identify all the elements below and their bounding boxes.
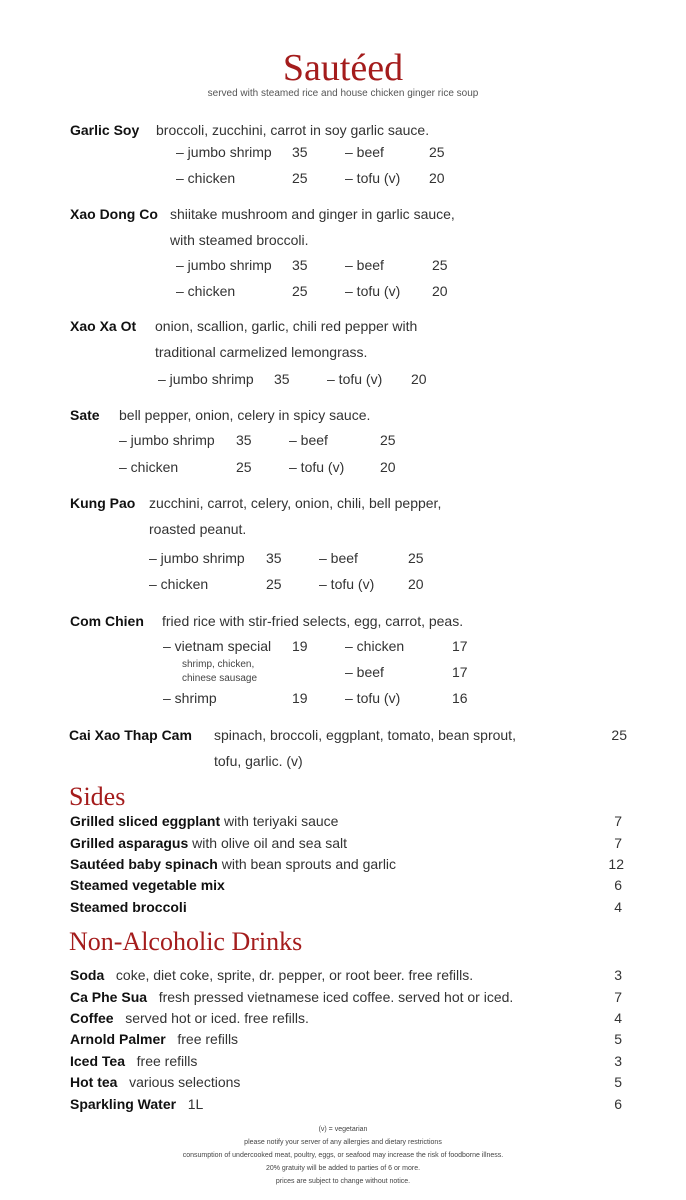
dish-description: with steamed broccoli.: [170, 232, 309, 248]
option-price: 20: [429, 170, 445, 186]
item-price: 7: [614, 813, 622, 829]
item-description: served hot or iced. free refills.: [125, 1010, 309, 1026]
option-price: 16: [452, 690, 468, 706]
footer-line: 20% gratuity will be added to parties of 6 or more.: [265, 1165, 421, 1172]
footer-line: consumption of undercooked meat, poultry, eggs, or seafood may increase the risk of foodborne illness.: [182, 1152, 504, 1159]
option-label: – jumbo shrimp: [176, 257, 272, 273]
dish-name: Com Chien: [70, 613, 144, 629]
list-item: [70, 813, 338, 829]
dish-description: zucchini, carrot, celery, onion, chili, bell pepper,: [149, 495, 442, 511]
item-name: Sparkling Water: [70, 1096, 177, 1112]
item-description: fresh pressed vietnamese iced coffee. served hot or iced.: [158, 989, 514, 1005]
item-description: with bean sprouts and garlic: [217, 856, 397, 872]
list-item: [70, 877, 225, 893]
item-name: Soda: [70, 967, 105, 983]
section-subtitle: served with steamed rice and house chicken ginger rice soup: [207, 88, 479, 99]
item-name: Hot tea: [70, 1074, 118, 1090]
option-label: – jumbo shrimp: [158, 371, 254, 387]
option-label: – jumbo shrimp: [176, 144, 272, 160]
option-price: 25: [408, 550, 424, 566]
option-label: – chicken: [176, 170, 236, 186]
list-item: [70, 1074, 240, 1090]
option-price: 19: [292, 690, 308, 706]
list-item: [70, 1053, 197, 1069]
option-price: 25: [432, 257, 448, 273]
item-price: 4: [614, 1010, 622, 1026]
item-price: 6: [614, 877, 622, 893]
dish-description: fried rice with stir-fried selects, egg, carrot, peas.: [162, 613, 464, 629]
list-item: [70, 1096, 203, 1112]
list-item: [70, 1031, 238, 1047]
option-label: – chicken: [345, 638, 405, 654]
item-description: with olive oil and sea salt: [188, 835, 348, 851]
dish-name: Sate: [70, 407, 100, 423]
section-title-sides: Sides: [69, 782, 126, 811]
dish-description: traditional carmelized lemongrass.: [155, 344, 368, 360]
dish-name: Xao Xa Ot: [70, 318, 137, 334]
option-price: 35: [236, 432, 252, 448]
option-label: – chicken: [149, 576, 209, 592]
item-description: with teriyaki sauce: [220, 813, 339, 829]
option-label: – jumbo shrimp: [149, 550, 245, 566]
item-name: Grilled asparagus: [70, 835, 189, 851]
item-price: 5: [614, 1074, 622, 1090]
option-label: – tofu (v): [327, 371, 383, 387]
dish-description: bell pepper, onion, celery in spicy sauce.: [119, 407, 371, 423]
option-price: 20: [408, 576, 424, 592]
option-price: 35: [292, 144, 308, 160]
option-price: 20: [380, 459, 396, 475]
option-label: – tofu (v): [345, 170, 401, 186]
option-label: – jumbo shrimp: [119, 432, 215, 448]
option-price: 25: [236, 459, 252, 475]
item-price: 5: [614, 1031, 622, 1047]
item-description: coke, diet coke, sprite, dr. pepper, or root beer. free refills.: [115, 967, 474, 983]
dish-description: shiitake mushroom and ginger in garlic sauce,: [170, 206, 455, 222]
list-item: [70, 835, 347, 851]
item-price: 3: [614, 967, 622, 983]
item-name: Grilled sliced eggplant: [70, 813, 221, 829]
option-price: 25: [292, 283, 308, 299]
item-name: Ca Phe Sua: [70, 989, 148, 1005]
option-price: 35: [292, 257, 308, 273]
option-price: 25: [292, 170, 308, 186]
item-name: Sautéed baby spinach: [70, 856, 218, 872]
option-label: – beef: [345, 257, 384, 273]
list-item: [70, 989, 513, 1005]
option-price: 20: [432, 283, 448, 299]
item-name: Steamed broccoli: [70, 899, 187, 915]
option-label: – beef: [319, 550, 358, 566]
dish-description: spinach, broccoli, eggplant, tomato, bean sprout,: [214, 727, 516, 743]
footer-line: (v) = vegetarian: [318, 1126, 368, 1133]
list-item: [70, 967, 473, 983]
option-label: – tofu (v): [289, 459, 345, 475]
option-label: – tofu (v): [345, 283, 401, 299]
item-price: 7: [614, 989, 622, 1005]
section-title-drinks: Non-Alcoholic Drinks: [69, 927, 303, 956]
dish-name: Garlic Soy: [70, 122, 140, 138]
list-item: [70, 899, 187, 915]
item-price: 4: [614, 899, 622, 915]
option-price: 25: [429, 144, 445, 160]
item-description: free refills: [177, 1031, 239, 1047]
option-price: 25: [266, 576, 282, 592]
item-price: 12: [608, 856, 624, 872]
dish-description: tofu, garlic. (v): [214, 753, 303, 769]
dish-description: onion, scallion, garlic, chili red pepper with: [155, 318, 418, 334]
option-note: chinese sausage: [182, 673, 258, 684]
list-item: [70, 856, 396, 872]
item-description: 1L: [187, 1096, 204, 1112]
item-name: Steamed vegetable mix: [70, 877, 225, 893]
option-price: 35: [266, 550, 282, 566]
dish-name: Cai Xao Thap Cam: [69, 727, 192, 743]
option-label: – vietnam special: [163, 638, 272, 654]
option-price: 19: [292, 638, 308, 654]
option-label: – beef: [289, 432, 328, 448]
option-label: – tofu (v): [319, 576, 375, 592]
option-label: – beef: [345, 144, 384, 160]
option-price: 17: [452, 638, 468, 654]
dish-name: Kung Pao: [70, 495, 136, 511]
item-price: 7: [614, 835, 622, 851]
footer-line: prices are subject to change without notice.: [275, 1178, 411, 1185]
option-label: – beef: [345, 664, 384, 680]
option-price: 17: [452, 664, 468, 680]
dish-name: Xao Dong Co: [70, 206, 158, 222]
section-title-sauteed: Sautéed: [282, 47, 404, 89]
item-description: various selections: [129, 1074, 241, 1090]
item-name: Coffee: [70, 1010, 114, 1026]
item-price: 3: [614, 1053, 622, 1069]
dish-description: broccoli, zucchini, carrot in soy garlic sauce.: [156, 122, 430, 138]
item-price: 6: [614, 1096, 622, 1112]
option-note: shrimp, chicken,: [182, 659, 255, 670]
item-name: Iced Tea: [70, 1053, 125, 1069]
option-price: 20: [411, 371, 427, 387]
option-label: – chicken: [176, 283, 236, 299]
item-description: free refills: [136, 1053, 198, 1069]
option-price: 35: [274, 371, 290, 387]
option-label: – shrimp: [163, 690, 217, 706]
option-price: 25: [380, 432, 396, 448]
option-label: – tofu (v): [345, 690, 401, 706]
item-name: Arnold Palmer: [70, 1031, 166, 1047]
dish-description: roasted peanut.: [149, 521, 247, 537]
list-item: [70, 1010, 309, 1026]
footer-line: please notify your server of any allergies and dietary restrictions: [244, 1139, 442, 1146]
option-label: – chicken: [119, 459, 179, 475]
dish-price: 25: [611, 727, 627, 743]
